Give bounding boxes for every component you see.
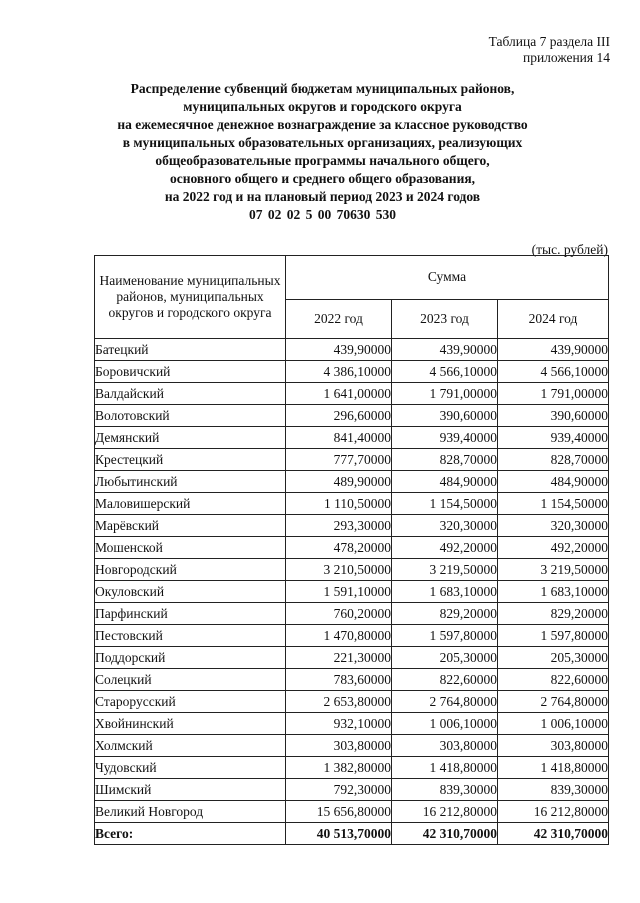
row-value-cell-2022: 293,30000 — [286, 515, 392, 537]
table-row — [95, 537, 609, 559]
row-value-cell-2022: 841,40000 — [286, 427, 392, 449]
title-line: на 2022 год и на плановый период 2023 и 2024 годов — [164, 189, 481, 204]
row-value-cell-2022: 792,30000 — [286, 779, 392, 801]
column-header-2023: 2023 год — [392, 299, 498, 338]
table-row — [95, 361, 609, 383]
row-name-cell: Батецкий — [95, 339, 286, 361]
row-value-cell-2024: 320,30000 — [498, 515, 609, 537]
row-value-cell-2024: 828,70000 — [498, 449, 609, 471]
row-value-cell-2022: 1 382,80000 — [286, 757, 392, 779]
row-value-cell-2022: 489,90000 — [286, 471, 392, 493]
row-value-cell-2022: 1 591,10000 — [286, 581, 392, 603]
row-name-cell: Любытинский — [95, 471, 286, 493]
table-row — [95, 647, 609, 669]
row-value-cell-2023: 1 683,10000 — [392, 581, 498, 603]
title-line: общеобразовательные программы начального общего, — [155, 153, 490, 168]
units-label: (тыс. рублей) — [531, 242, 608, 257]
row-value-cell-2023: 205,30000 — [392, 647, 498, 669]
title-line: в муниципальных образовательных организациях, реализующих — [122, 135, 523, 150]
row-value-cell-2022: 760,20000 — [286, 603, 392, 625]
row-value-cell-2023: 1 791,00000 — [392, 383, 498, 405]
row-name-cell: Солецкий — [95, 669, 286, 691]
row-name-cell: Маловишерский — [95, 493, 286, 515]
row-value-cell-2023: 439,90000 — [392, 339, 498, 361]
table-row — [95, 713, 609, 735]
row-value-cell-2024: 1 791,00000 — [498, 383, 609, 405]
row-value-cell-2024: 492,20000 — [498, 537, 609, 559]
row-value-cell-2022: 15 656,80000 — [286, 801, 392, 823]
table-row — [95, 515, 609, 537]
table-row — [95, 691, 609, 713]
row-value-cell-2024: 822,60000 — [498, 669, 609, 691]
row-value-cell-2023: 2 764,80000 — [392, 691, 498, 713]
title-line: Распределение субвенций бюджетам муниципальных районов, — [130, 81, 515, 96]
table-row — [95, 339, 609, 361]
row-name-cell: Чудовский — [95, 757, 286, 779]
row-value-cell-2023: 492,20000 — [392, 537, 498, 559]
row-value-cell-2024: 16 212,80000 — [498, 801, 609, 823]
total-value-cell-2024: 42 310,70000 — [498, 823, 609, 845]
total-row — [95, 823, 609, 845]
row-name-cell: Холмский — [95, 735, 286, 757]
table-row — [95, 625, 609, 647]
row-name-cell: Новгородский — [95, 559, 286, 581]
table-row — [95, 779, 609, 801]
row-value-cell-2023: 3 219,50000 — [392, 559, 498, 581]
table-row — [95, 559, 609, 581]
reference-line-appendix: приложения 14 — [522, 50, 610, 65]
row-name-cell: Шимский — [95, 779, 286, 801]
row-value-cell-2024: 1 597,80000 — [498, 625, 609, 647]
row-value-cell-2023: 303,80000 — [392, 735, 498, 757]
table-row — [95, 471, 609, 493]
row-value-cell-2024: 205,30000 — [498, 647, 609, 669]
row-value-cell-2024: 2 764,80000 — [498, 691, 609, 713]
row-value-cell-2022: 478,20000 — [286, 537, 392, 559]
total-value-cell-2023: 42 310,70000 — [392, 823, 498, 845]
row-value-cell-2023: 839,30000 — [392, 779, 498, 801]
row-value-cell-2024: 1 683,10000 — [498, 581, 609, 603]
title-line: основного общего и среднего общего образования, — [169, 171, 476, 186]
row-name-cell: Парфинский — [95, 603, 286, 625]
title-line: муниципальных округов и городского округа — [183, 99, 462, 114]
row-value-cell-2023: 939,40000 — [392, 427, 498, 449]
row-name-cell: Крестецкий — [95, 449, 286, 471]
row-name-cell: Боровичский — [95, 361, 286, 383]
row-value-cell-2023: 1 154,50000 — [392, 493, 498, 515]
table-row — [95, 405, 609, 427]
row-value-cell-2022: 932,10000 — [286, 713, 392, 735]
row-value-cell-2024: 484,90000 — [498, 471, 609, 493]
row-value-cell-2024: 4 566,10000 — [498, 361, 609, 383]
row-value-cell-2022: 221,30000 — [286, 647, 392, 669]
subventions-table — [94, 255, 609, 845]
row-value-cell-2022: 1 110,50000 — [286, 493, 392, 515]
row-name-cell: Мошенской — [95, 537, 286, 559]
row-value-cell-2022: 439,90000 — [286, 339, 392, 361]
row-value-cell-2023: 4 566,10000 — [392, 361, 498, 383]
row-value-cell-2023: 829,20000 — [392, 603, 498, 625]
table-row — [95, 757, 609, 779]
row-name-cell: Поддорский — [95, 647, 286, 669]
row-value-cell-2024: 939,40000 — [498, 427, 609, 449]
row-value-cell-2023: 1 006,10000 — [392, 713, 498, 735]
table-row — [95, 493, 609, 515]
row-value-cell-2023: 320,30000 — [392, 515, 498, 537]
row-value-cell-2024: 1 154,50000 — [498, 493, 609, 515]
budget-classification-code: 07 02 02 5 00 70630 530 — [249, 207, 396, 222]
row-value-cell-2024: 1 418,80000 — [498, 757, 609, 779]
row-value-cell-2024: 439,90000 — [498, 339, 609, 361]
title-line: на ежемесячное денежное вознаграждение за классное руководство — [117, 117, 528, 132]
row-value-cell-2022: 296,60000 — [286, 405, 392, 427]
row-value-cell-2022: 783,60000 — [286, 669, 392, 691]
row-value-cell-2024: 839,30000 — [498, 779, 609, 801]
row-value-cell-2022: 4 386,10000 — [286, 361, 392, 383]
total-label-cell: Всего: — [95, 823, 286, 845]
row-value-cell-2024: 829,20000 — [498, 603, 609, 625]
row-value-cell-2024: 303,80000 — [498, 735, 609, 757]
column-header-name: Наименование муниципальных районов, муниципальных округов и городского округа — [95, 256, 286, 339]
row-value-cell-2022: 1 470,80000 — [286, 625, 392, 647]
table-row — [95, 581, 609, 603]
row-value-cell-2022: 2 653,80000 — [286, 691, 392, 713]
table-row — [95, 669, 609, 691]
row-name-cell: Демянский — [95, 427, 286, 449]
row-name-cell: Волотовский — [95, 405, 286, 427]
row-value-cell-2023: 484,90000 — [392, 471, 498, 493]
row-name-cell: Марёвский — [95, 515, 286, 537]
total-value-cell-2022: 40 513,70000 — [286, 823, 392, 845]
column-header-sum: Сумма — [286, 256, 609, 300]
row-value-cell-2022: 303,80000 — [286, 735, 392, 757]
table-row — [95, 383, 609, 405]
row-value-cell-2023: 390,60000 — [392, 405, 498, 427]
table-body — [95, 339, 609, 845]
table-row — [95, 449, 609, 471]
row-value-cell-2023: 1 418,80000 — [392, 757, 498, 779]
row-value-cell-2024: 3 219,50000 — [498, 559, 609, 581]
table-row — [95, 801, 609, 823]
row-value-cell-2023: 828,70000 — [392, 449, 498, 471]
row-name-cell: Хвойнинский — [95, 713, 286, 735]
table-row — [95, 603, 609, 625]
row-name-cell: Старорусский — [95, 691, 286, 713]
table-row — [95, 427, 609, 449]
column-header-2022: 2022 год — [286, 299, 392, 338]
row-value-cell-2023: 1 597,80000 — [392, 625, 498, 647]
document-title — [60, 80, 585, 206]
row-name-cell: Окуловский — [95, 581, 286, 603]
row-name-cell: Валдайский — [95, 383, 286, 405]
document-reference — [410, 34, 610, 66]
row-name-cell: Пестовский — [95, 625, 286, 647]
row-value-cell-2022: 777,70000 — [286, 449, 392, 471]
column-header-2024: 2024 год — [498, 299, 609, 338]
row-value-cell-2022: 1 641,00000 — [286, 383, 392, 405]
reference-line-table: Таблица 7 раздела III — [488, 34, 610, 49]
table-row — [95, 735, 609, 757]
row-value-cell-2023: 822,60000 — [392, 669, 498, 691]
row-value-cell-2023: 16 212,80000 — [392, 801, 498, 823]
row-value-cell-2022: 3 210,50000 — [286, 559, 392, 581]
row-value-cell-2024: 1 006,10000 — [498, 713, 609, 735]
row-name-cell: Великий Новгород — [95, 801, 286, 823]
row-value-cell-2024: 390,60000 — [498, 405, 609, 427]
